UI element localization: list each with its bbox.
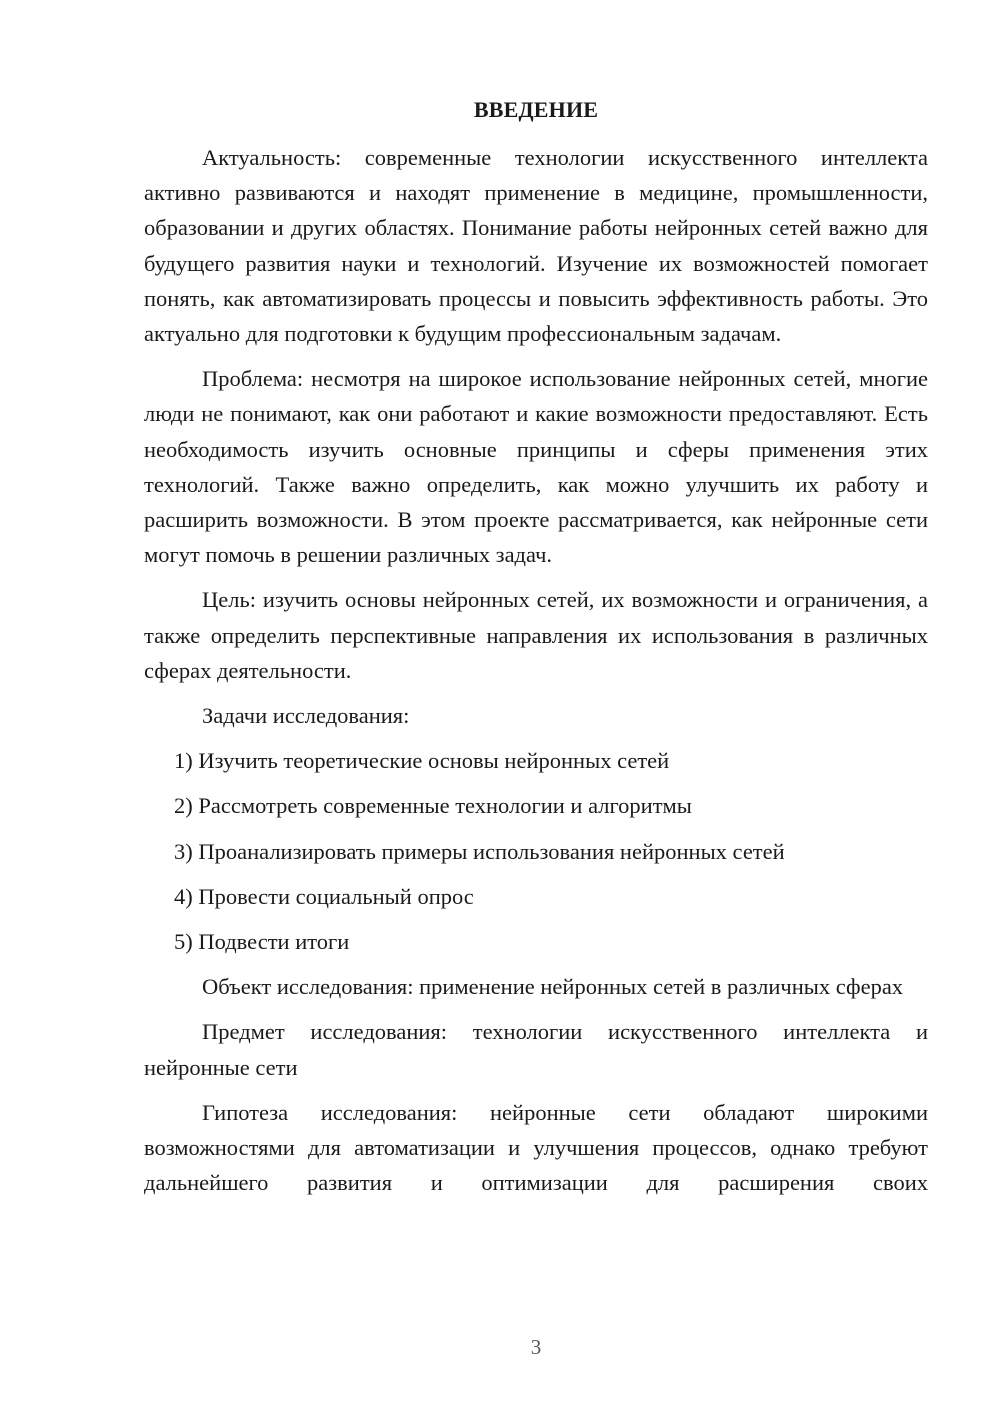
relevance-paragraph: Актуальность: современные технологии искусственного интеллекта активно развиваются и находят применение в медицине, промышленности, образовании и других областях. Понимание работы нейронных сетей важно для будущего развития науки и технологий. Изучение их возможностей помогает понять, как автоматизировать процессы и повысить эффективность работы. Это актуально для подготовки к будущим профессиональным задачам. [144, 145, 928, 347]
section-heading: ВВЕДЕНИЕ [473, 97, 599, 122]
task-item-3: 3) Проанализировать примеры использования нейронных сетей [174, 838, 785, 864]
task-item-2: 2) Рассмотреть современные технологии и алгоритмы [174, 793, 692, 819]
task-item-5: 5) Подвести итоги [174, 929, 350, 955]
subject-paragraph: Предмет исследования: технологии искусственного интеллекта и нейронные сети [144, 1019, 928, 1080]
task-item-4: 4) Провести социальный опрос [174, 883, 474, 909]
page-body [144, 96, 928, 1200]
hypothesis-paragraph: Гипотеза исследования: нейронные сети обладают широкими возможностями для автоматизации и улучшения процессов, однако требуют дальнейшего развития и оптимизации для расширения своих [144, 1099, 928, 1196]
page-number: 3 [530, 1335, 542, 1359]
problem-paragraph: Проблема: несмотря на широкое использование нейронных сетей, многие люди не понимают, как они работают и какие возможности предоставляют. Есть необходимость изучить основные принципы и сферы применения этих технологий. Также важно определить, как можно улучшить их работу и расширить возможности. В этом проекте рассматривается, как нейронные сети могут помочь в решении различных задач. [144, 366, 928, 568]
task-item-1: 1) Изучить теоретические основы нейронных сетей [174, 748, 670, 774]
object-paragraph: Объект исследования: применение нейронных сетей в различных сферах [202, 974, 904, 1000]
tasks-intro: Задачи исследования: [202, 703, 410, 729]
goal-paragraph: Цель: изучить основы нейронных сетей, их возможности и ограничения, а также определить перспективные направления их использования в различных сферах деятельности. [144, 587, 928, 683]
